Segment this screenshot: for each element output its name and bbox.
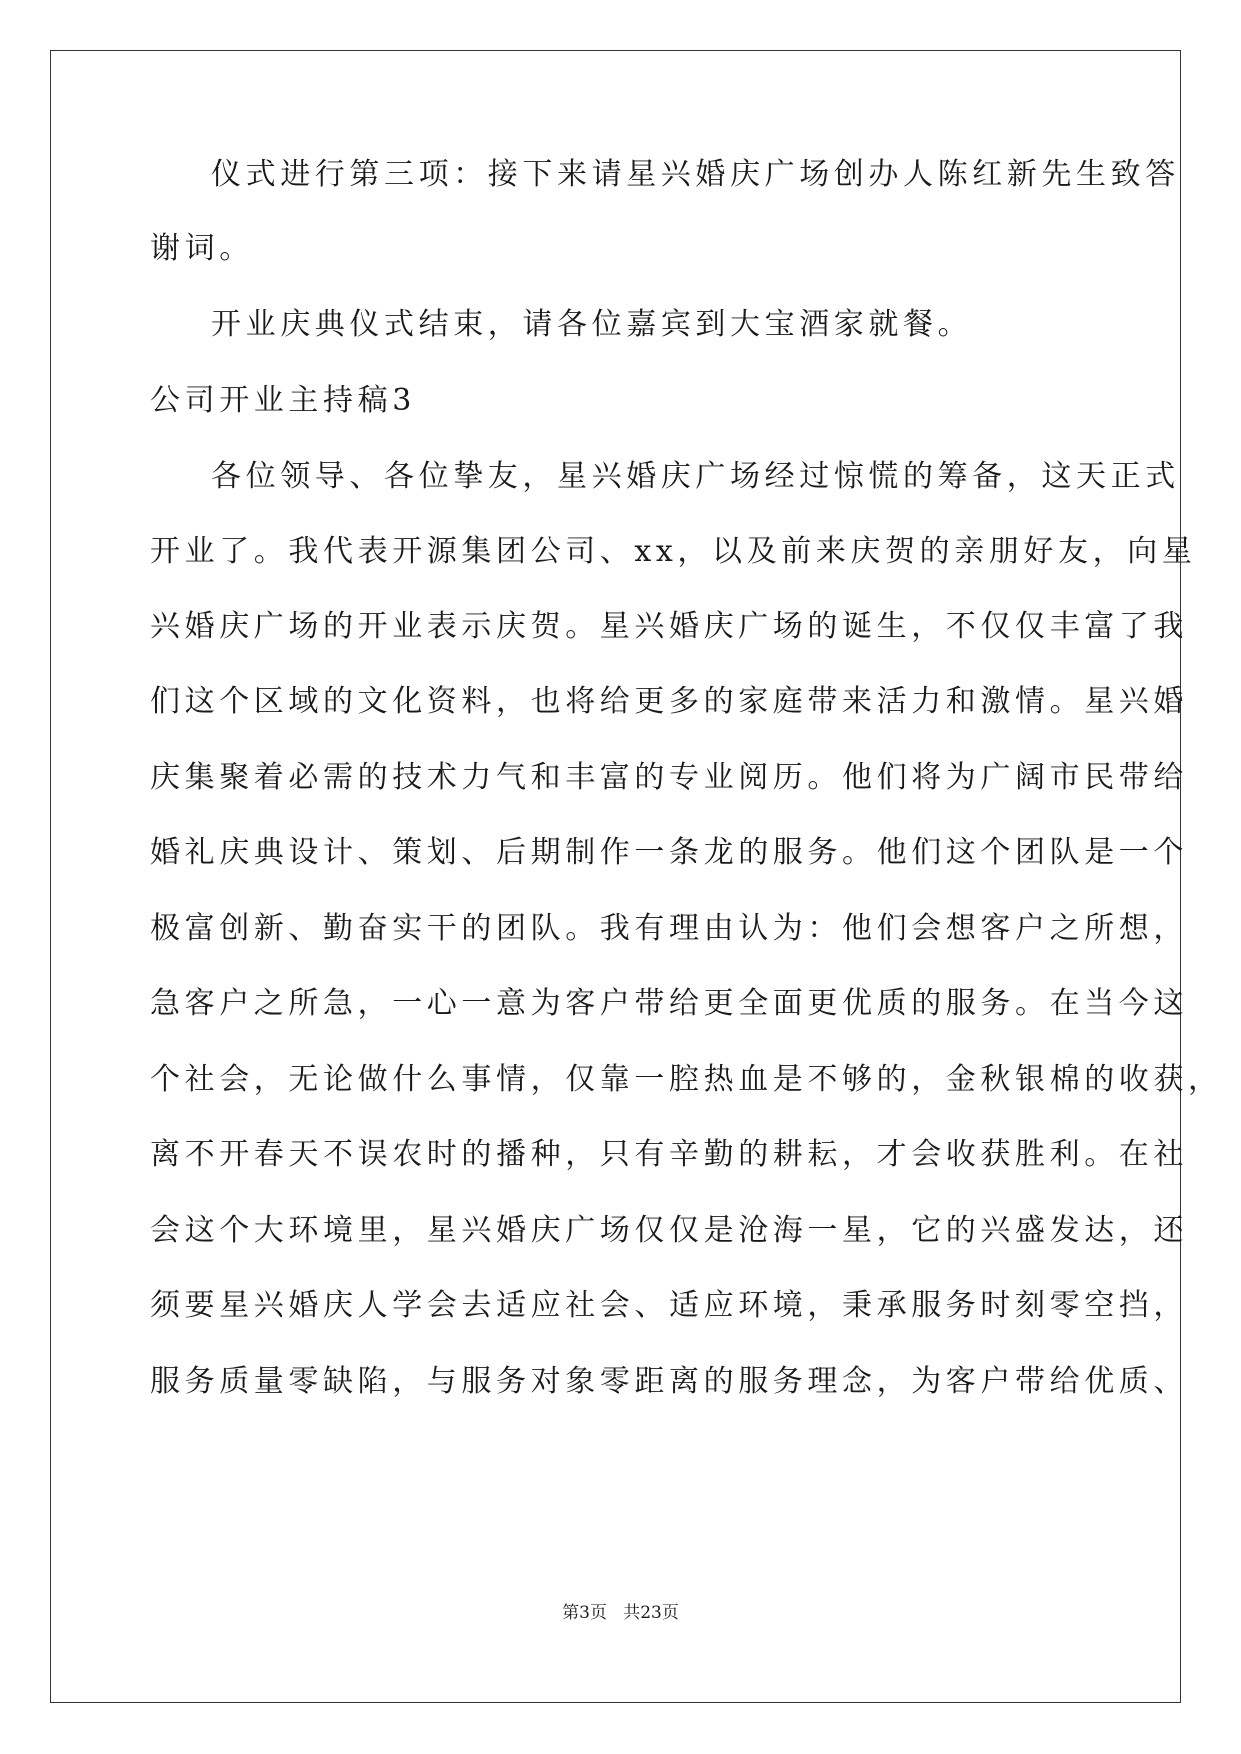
page-border [50,50,1181,1703]
page-footer [0,1603,1241,1623]
paragraph-line: 离不开春天不误农时的播种，只有辛勤的耕耘，才会收获胜利。在社 [150,1137,1188,1172]
paragraph-line: 婚礼庆典设计、策划、后期制作一条龙的服务。他们这个团队是一个 [150,835,1188,870]
paragraph-line: 开业了。我代表开源集团公司、xx，以及前来庆贺的亲朋好友，向星 [150,534,1197,569]
paragraph-line: 庆集聚着必需的技术力气和丰富的专业阅历。他们将为广阔市民带给 [150,760,1188,795]
paragraph-line: 个社会，无论做什么事情，仅靠一腔热血是不够的，金秋银棉的收获， [150,1062,1223,1097]
page-number: 第3页 [562,1603,607,1623]
paragraph-line: 服务质量零缺陷，与服务对象零距离的服务理念，为客户带给优质、 [150,1364,1188,1399]
paragraph-line: 极富创新、勤奋实干的团队。我有理由认为：他们会想客户之所想， [150,911,1188,946]
paragraph-line: 各位领导、各位挚友，星兴婚庆广场经过惊慌的筹备，这天正式 [211,459,1180,494]
paragraph-line: 须要星兴婚庆人学会去适应社会、适应环境，秉承服务时刻零空挡， [150,1288,1188,1323]
paragraph-line: 急客户之所急，一心一意为客户带给更全面更优质的服务。在当今这 [150,986,1188,1021]
paragraph-line: 仪式进行第三项：接下来请星兴婚庆广场创办人陈红新先生致答 [211,157,1180,192]
paragraph-line: 谢词。 [150,231,254,266]
section-heading: 公司开业主持稿3 [150,383,416,418]
paragraph-line: 会这个大环境里，星兴婚庆广场仅仅是沧海一星，它的兴盛发达，还 [150,1213,1188,1248]
page-total: 共23页 [623,1603,679,1623]
paragraph-line: 们这个区域的文化资料，也将给更多的家庭带来活力和激情。星兴婚 [150,684,1188,719]
paragraph-line: 开业庆典仪式结束，请各位嘉宾到大宝酒家就餐。 [211,307,973,342]
paragraph-line: 兴婚庆广场的开业表示庆贺。星兴婚庆广场的诞生，不仅仅丰富了我 [150,609,1188,644]
